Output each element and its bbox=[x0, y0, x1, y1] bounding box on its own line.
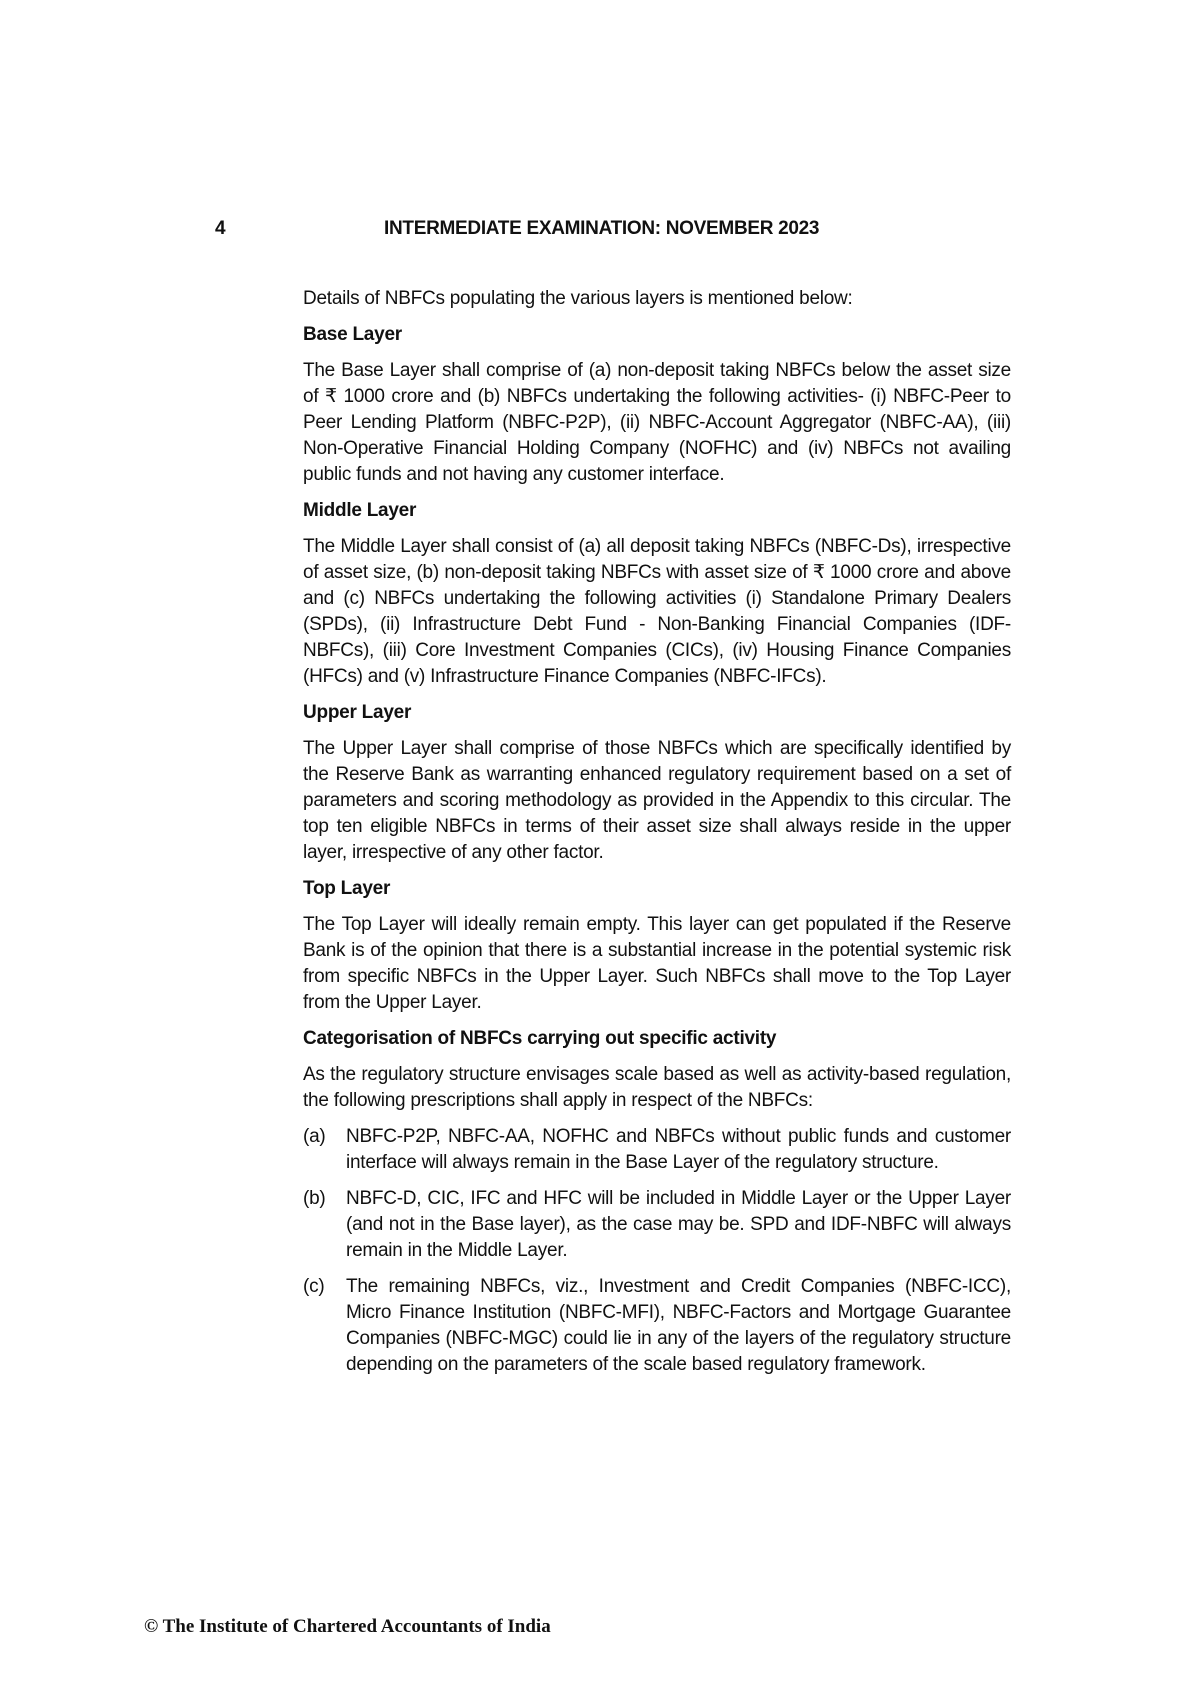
section-body-base-layer: The Base Layer shall comprise of (a) non-deposit taking NBFCs below the asset size of ₹ 1000 crore and (b) NBFCs undertaking the following activities- (i) NBFC-Peer to Peer Lending Platform (NBFC-P2P), (ii) NBFC-Account Aggregator (NBFC-AA), (iii) Non-Operative Financial Holding Company (NOFHC) and (iv) NBFCs not availing public funds and not having any customer interface. bbox=[303, 360, 1011, 485]
list-item-text: NBFC-P2P, NBFC-AA, NOFHC and NBFCs without public funds and customer interface will always remain in the Base Layer of the regulatory structure. bbox=[346, 1126, 1011, 1173]
section-heading-categorisation: Categorisation of NBFCs carrying out specific activity bbox=[303, 1028, 777, 1049]
page-number: 4 bbox=[215, 218, 226, 239]
section-heading-middle-layer: Middle Layer bbox=[303, 500, 417, 521]
running-header: INTERMEDIATE EXAMINATION: NOVEMBER 2023 bbox=[384, 218, 820, 239]
section-body-middle-layer: The Middle Layer shall consist of (a) all deposit taking NBFCs (NBFC-Ds), irrespective of asset size, (b) non-deposit taking NBFCs with asset size of ₹ 1000 crore and above and (c) NBFCs undertaking the following activities (i) Standalone Primary Dealers (SPDs), (ii) Infrastructure Debt Fund - Non-Banking Financial Companies (IDF-NBFCs), (iii) Core Investment Companies (CICs), (iv) Housing Finance Companies (HFCs) and (v) Infrastructure Finance Companies (NBFC-IFCs). bbox=[303, 536, 1011, 687]
document-body bbox=[303, 286, 1011, 1388]
list-item bbox=[303, 1124, 1011, 1176]
list-item-text: The remaining NBFCs, viz., Investment and Credit Companies (NBFC-ICC), Micro Finance Institution (NBFC-MFI), NBFC-Factors and Mortgage Guarantee Companies (NBFC-MGC) could lie in any of the layers of the regulatory structure depending on the parameters of the scale based regulatory framework. bbox=[346, 1276, 1011, 1375]
copyright-footer: © The Institute of Chartered Accountants of India bbox=[144, 1616, 551, 1637]
list-marker: (a) bbox=[303, 1126, 326, 1147]
prescriptions-list bbox=[303, 1124, 1011, 1378]
section-body-top-layer: The Top Layer will ideally remain empty. This layer can get populated if the Reserve Bank is of the opinion that there is a substantial increase in the potential systemic risk from specific NBFCs in the Upper Layer. Such NBFCs shall move to the Top Layer from the Upper Layer. bbox=[303, 914, 1011, 1013]
list-item bbox=[303, 1274, 1011, 1378]
section-heading-base-layer: Base Layer bbox=[303, 324, 402, 345]
section-body-categorisation: As the regulatory structure envisages scale based as well as activity-based regulation, the following prescriptions shall apply in respect of the NBFCs: bbox=[303, 1064, 1011, 1111]
section-heading-top-layer: Top Layer bbox=[303, 878, 391, 899]
intro-paragraph: Details of NBFCs populating the various layers is mentioned below: bbox=[303, 288, 853, 309]
section-heading-upper-layer: Upper Layer bbox=[303, 702, 412, 723]
list-marker: (b) bbox=[303, 1188, 326, 1209]
list-item-text: NBFC-D, CIC, IFC and HFC will be included in Middle Layer or the Upper Layer (and not in the Base layer), as the case may be. SPD and IDF-NBFC will always remain in the Middle Layer. bbox=[346, 1188, 1011, 1261]
list-marker: (c) bbox=[303, 1276, 325, 1297]
list-item bbox=[303, 1186, 1011, 1264]
section-body-upper-layer: The Upper Layer shall comprise of those NBFCs which are specifically identified by the Reserve Bank as warranting enhanced regulatory requirement based on a set of parameters and scoring methodology as provided in the Appendix to this circular. The top ten eligible NBFCs in terms of their asset size shall always reside in the upper layer, irrespective of any other factor. bbox=[303, 738, 1011, 863]
